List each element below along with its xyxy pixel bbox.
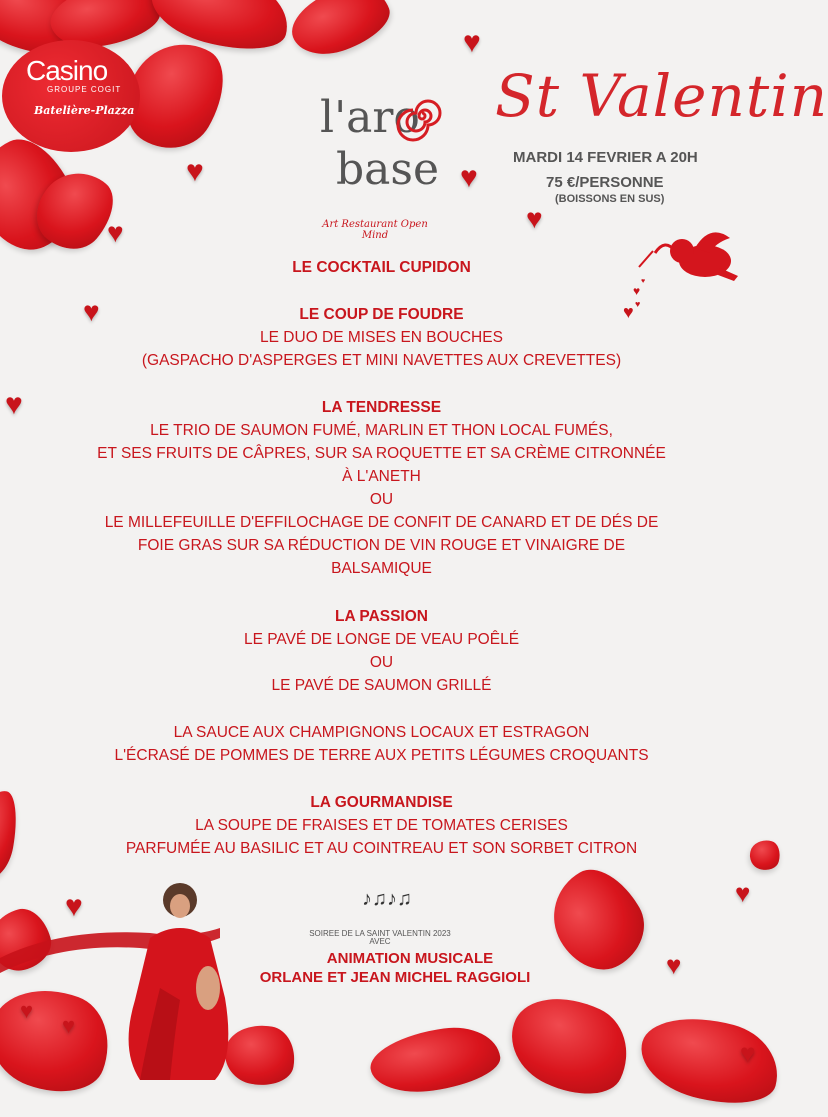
svg-text:♥: ♥ xyxy=(623,302,634,322)
heart-icon: ♥ xyxy=(62,1013,76,1038)
rose-petal xyxy=(497,979,644,1111)
menu-line: LA SOUPE DE FRAISES ET DE TOMATES CERISES xyxy=(195,817,568,834)
rose-petal xyxy=(632,1003,788,1117)
event-title: St Valentin xyxy=(495,62,828,130)
menu-line: L'ÉCRASÉ DE POMMES DE TERRE AUX PETITS LÉGUMES CROQUANTS xyxy=(114,747,649,764)
rose-petal xyxy=(0,787,23,883)
heart-icon: ♥ xyxy=(666,950,682,980)
menu-cocktail: LE COCKTAIL CUPIDON xyxy=(292,259,471,276)
restaurant-logo xyxy=(316,92,446,212)
rose-petal xyxy=(747,837,784,874)
menu-line: ET SES FRUITS DE CÂPRES, SUR SA ROQUETTE ET SA CRÈME CITRONNÉE xyxy=(97,445,666,462)
heart-icon: ♥ xyxy=(107,217,124,248)
heart-icon: ♥ xyxy=(65,890,83,923)
casino-subtitle: GROUPE COGIT xyxy=(47,85,122,94)
svg-text:♥: ♥ xyxy=(633,284,641,298)
event-price: 75 €/PERSONNE xyxy=(546,174,664,191)
menu-or: OU xyxy=(369,654,394,671)
event-drinks-note: (BOISSONS EN SUS) xyxy=(555,193,665,205)
menu-section-passion xyxy=(40,605,723,697)
restaurant-tagline: Art Restaurant Open Mind xyxy=(322,219,428,241)
svg-text:♥: ♥ xyxy=(641,278,646,285)
animation-title: ANIMATION MUSICALE xyxy=(326,950,494,967)
menu-or: OU xyxy=(369,491,394,508)
svg-text:♥: ♥ xyxy=(635,299,641,309)
menu-line: PARFUMÉE AU BASILIC ET AU COINTREAU ET SON SORBET CITRON xyxy=(125,840,638,857)
menu-section-tendresse xyxy=(40,396,723,580)
heart-icon: ♥ xyxy=(740,1038,756,1068)
menu-section-accompaniments xyxy=(40,721,723,767)
section-title: LE COUP DE FOUDRE xyxy=(299,306,464,323)
swirl-icon xyxy=(402,96,442,136)
menu-line: LE MILLEFEUILLE D'EFFILOCHAGE DE CONFIT DE CANARD ET DE DÉS DE xyxy=(104,514,659,531)
heart-icon: ♥ xyxy=(735,878,751,908)
logo-text: l'aro xyxy=(320,92,420,143)
menu-line: LE DUO DE MISES EN BOUCHES xyxy=(260,329,503,346)
event-date: MARDI 14 FEVRIER A 20H xyxy=(513,149,698,166)
heart-icon: ♥ xyxy=(186,155,204,188)
heart-icon: ♥ xyxy=(460,161,478,194)
menu-line: BALSAMIQUE xyxy=(331,560,432,577)
rose-petal xyxy=(366,1021,503,1099)
menu xyxy=(40,256,723,279)
section-title: LA GOURMANDISE xyxy=(310,794,453,811)
menu-line: LE PAVÉ DE LONGE DE VEAU POÊLÉ xyxy=(243,631,520,648)
rose-petal xyxy=(283,0,397,65)
heart-icon: ♥ xyxy=(526,203,543,234)
menu-line: LE PAVÉ DE SAUMON GRILLÉ xyxy=(271,677,492,694)
avec-label: AVEC xyxy=(369,937,391,946)
menu-line: À L'ANETH xyxy=(342,468,421,485)
heart-icon: ♥ xyxy=(463,26,481,59)
casino-name: Casino xyxy=(26,55,108,86)
heart-icon: ♥ xyxy=(5,388,23,421)
menu-section-coup-de-foudre xyxy=(40,303,723,372)
soiree-label: SOIREE DE LA SAINT VALENTIN 2023 xyxy=(309,929,451,938)
section-title: LA PASSION xyxy=(334,608,428,625)
menu-line: LA SAUCE AUX CHAMPIGNONS LOCAUX ET ESTRAGON xyxy=(173,724,590,741)
music-notes-icon: ♪♫♪♫ xyxy=(362,888,412,910)
casino-place: Batelière-Plazza xyxy=(34,104,135,117)
singer-photo xyxy=(100,878,240,1080)
menu-line: FOIE GRAS SUR SA RÉDUCTION DE VIN ROUGE ET VINAIGRE DE xyxy=(137,537,626,554)
menu-section-gourmandise xyxy=(40,791,723,860)
menu-line: (GASPACHO D'ASPERGES ET MINI NAVETTES AUX CREVETTES) xyxy=(141,352,622,369)
logo-text: base xyxy=(336,144,440,195)
heart-icon: ♥ xyxy=(83,296,100,327)
menu-line: LE TRIO DE SAUMON FUMÉ, MARLIN ET THON LOCAL FUMÉS, xyxy=(150,422,613,439)
artists-name: ORLANE ET JEAN MICHEL RAGGIOLI xyxy=(259,969,531,986)
section-title: LA TENDRESSE xyxy=(321,399,442,416)
heart-icon: ♥ xyxy=(20,998,34,1023)
